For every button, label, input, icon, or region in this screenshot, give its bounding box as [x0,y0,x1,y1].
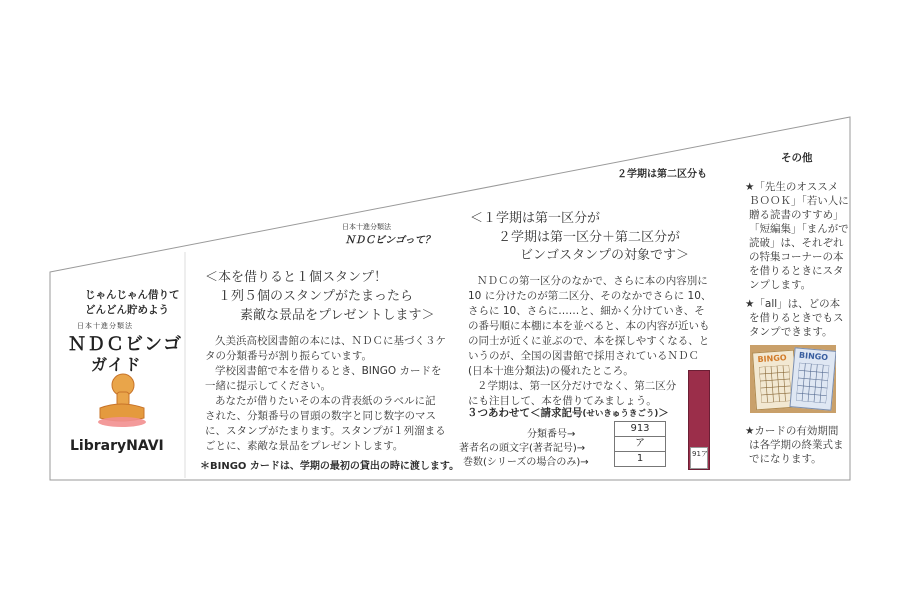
term2-paragraph-2-line-1: ２学期は、第一区分だけでなく、第二区分 [477,380,677,392]
call-number-cell-3: 1 [636,453,644,464]
intro-paragraph-3-line-1: あなたが借りたいその本の背表紙のラベルに記 [215,395,436,407]
term2-paragraph-1-line-1: ＮＤＣの第一区分のなかで、さらに本の内容別に [477,275,708,287]
term2-lead-1: ＜１学期は第一区分が [470,211,601,226]
intro-paragraph-3-line-3: に、スタンプがたまります。スタンプが１列溜まる [205,425,446,437]
call-number-row-3-label: 巻数(シリーズの場合のみ)→ [463,457,589,468]
other-item-1-line-7: を借りるときにスタ [749,265,844,277]
term2-paragraph-2-line-2: にも注目して、本を借りてみましょう。 [468,395,657,407]
call-number-heading-text: ３つあわせて＜請求記号 [467,407,583,419]
intro-paragraph-2-line-2: 一緒に提示してください。 [205,380,331,392]
call-number-row-2-label: 著者名の頭文字(著者記号)→ [459,443,586,454]
term2-paragraph-1-line-3: さらに 10、さらに……と、細かく分けていき、そ [468,305,705,317]
other-item-1-line-2: ＢＯＯＫ」「若い人に [749,195,849,207]
other-item-1-line-8: ンプします。 [749,279,812,291]
other-item-1-line-3: 贈る読書のすすめ」 [749,209,844,221]
bingo-cards-photo [750,345,836,413]
bingo-card-front-title: BINGO [757,353,787,365]
intro-small-label: 日本十進分類法 [342,223,391,231]
call-number-cell-2: ア [615,437,665,452]
spine-label [690,447,708,469]
bingo-grid-front [759,365,791,403]
intro-paragraph-2-line-1: 学校図書館で本を借りるとき、BINGO カードを [215,365,442,377]
other-item-2-line-2: を借りるときでもス [749,312,844,324]
other-item-1-line-1: ★「先生のオススメ [745,181,839,193]
intro-paragraph-3-line-2: された、分類番号の冒頭の数字と同じ数字のマス [205,410,436,422]
term2-paragraph-1-line-7: (日本十進分類法)の優れたところ。 [468,365,634,377]
bingo-card-back-title: BINGO [798,350,829,363]
tagline-1: じゃんじゃん借りて [85,289,180,301]
other-item-1-line-5: 読破」は、それぞれ [749,237,844,249]
guide-title-line-1: ＮＤＣビンゴ [68,334,182,355]
call-number-cell-1: 913 [615,422,665,437]
call-number-box [614,421,666,467]
bingo-card-back [789,347,836,410]
tagline-2: どんどん貯めよう [85,304,169,316]
term2-lead-3: ビンゴスタンプの対象です＞ [520,248,690,263]
term2-paragraph-1-line-2: 10 に分けたのが第二区分、そのなかでさらに 10、 [468,290,712,302]
term2-lead-2: ２学期は第一区分＋第二区分が [498,230,681,245]
term2-paragraph-1-line-4: の番号順に本棚に本を並べると、本の内容が近いも [468,320,710,332]
other-item-3-line-3: でになります。 [749,453,822,465]
intro-paragraph-1-line-1: 久美浜高校図書館の本には、ＮＤＣに基づく３ケ [215,335,446,347]
library-navi-logo: LibraryNAVI [70,438,164,454]
call-number-heading-close: ＞ [658,407,669,419]
other-item-3-line-2: は各学期の終業式ま [749,439,844,451]
intro-paragraph-1-line-2: タの分類番号が割り振らています。 [205,350,373,362]
guide-title-line-2: ガイド [91,355,142,374]
other-heading: その他 [781,152,813,164]
call-number-row-1-label: 分類番号→ [527,429,576,440]
other-item-1-line-4: 「短編集」「まんがで [749,223,849,235]
call-number-heading [467,405,669,420]
bingo-grid-back [796,363,829,403]
title-subtitle-small: 日本十進分類法 [77,322,133,330]
intro-lead-3: 素敵な景品をプレゼントします＞ [240,308,435,323]
intro-paragraph-3-line-4: ごとに、素敵な景品をプレゼントします。 [205,440,404,452]
other-item-2-line-1: ★「all」は、どの本 [745,298,841,310]
stamp-icon [90,372,152,430]
bingo-card-note: ＊BINGO カードは、学期の最初の貸出の時に渡します。 [200,461,460,472]
call-number-ruby: (せいきゅうきごう) [582,409,659,419]
intro-heading: ＮＤＣビンゴって？ [345,235,435,246]
term2-heading: ２学期は第二区分も [617,169,707,180]
book-spine-illustration [688,370,710,470]
intro-lead-1: ＜本を借りると１個スタンプ！ [205,270,388,285]
other-item-1-line-6: の特集コーナーの本 [749,251,844,263]
term2-paragraph-1-line-5: の同士が近くに並ぶので、本を探しやすくなる、と [468,335,710,347]
intro-lead-2: １列５個のスタンプがたまったら [218,289,414,304]
term2-paragraph-1-line-6: いうのが、全国の図書館で採用されているＮＤＣ [468,350,699,362]
other-item-3-line-1: ★カードの有効期間 [745,425,839,437]
other-item-2-line-3: タンプできます。 [749,326,833,338]
spine-label-text: 91ア [692,450,708,458]
